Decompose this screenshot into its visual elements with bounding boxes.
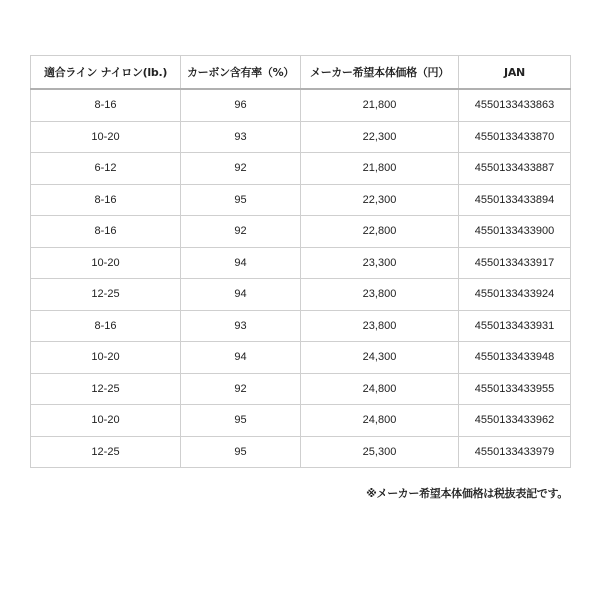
cell-carbon-content: 92 (181, 373, 301, 405)
table-row (31, 373, 571, 405)
cell-carbon-content: 95 (181, 184, 301, 216)
cell-carbon-content: 93 (181, 310, 301, 342)
cell-carbon-content: 95 (181, 405, 301, 437)
cell-jan: 4550133433917 (459, 247, 571, 279)
cell-retail-price: 22,300 (301, 184, 459, 216)
cell-jan: 4550133433894 (459, 184, 571, 216)
table-body (31, 89, 571, 468)
cell-carbon-content: 95 (181, 436, 301, 468)
header-retail-price: メーカー希望本体価格（円） (301, 56, 459, 90)
header-line-nylon: 適合ライン ナイロン(lb.) (31, 56, 181, 90)
cell-retail-price: 21,800 (301, 153, 459, 185)
table-row (31, 247, 571, 279)
cell-carbon-content: 92 (181, 153, 301, 185)
cell-line-nylon: 10-20 (31, 342, 181, 374)
header-carbon-content: カーボン含有率（%） (181, 56, 301, 90)
cell-retail-price: 24,800 (301, 373, 459, 405)
cell-retail-price: 23,800 (301, 279, 459, 311)
header-jan: JAN (459, 56, 571, 90)
table-row (31, 121, 571, 153)
cell-line-nylon: 10-20 (31, 247, 181, 279)
table-header-row (31, 56, 571, 90)
cell-line-nylon: 8-16 (31, 216, 181, 248)
spec-table (30, 55, 571, 468)
cell-line-nylon: 12-25 (31, 279, 181, 311)
cell-retail-price: 22,800 (301, 216, 459, 248)
table-row (31, 184, 571, 216)
price-footnote: ※メーカー希望本体価格は税抜表記です。 (366, 487, 568, 500)
cell-jan: 4550133433870 (459, 121, 571, 153)
cell-jan: 4550133433863 (459, 89, 571, 121)
cell-retail-price: 22,300 (301, 121, 459, 153)
cell-line-nylon: 10-20 (31, 121, 181, 153)
table-row (31, 216, 571, 248)
cell-line-nylon: 8-16 (31, 89, 181, 121)
cell-line-nylon: 8-16 (31, 184, 181, 216)
cell-line-nylon: 12-25 (31, 436, 181, 468)
cell-retail-price: 23,300 (301, 247, 459, 279)
table-row (31, 310, 571, 342)
cell-jan: 4550133433887 (459, 153, 571, 185)
table-row (31, 89, 571, 121)
cell-jan: 4550133433924 (459, 279, 571, 311)
cell-line-nylon: 10-20 (31, 405, 181, 437)
cell-jan: 4550133433931 (459, 310, 571, 342)
cell-jan: 4550133433948 (459, 342, 571, 374)
cell-jan: 4550133433962 (459, 405, 571, 437)
cell-retail-price: 24,800 (301, 405, 459, 437)
table-row (31, 279, 571, 311)
cell-retail-price: 21,800 (301, 89, 459, 121)
table-row (31, 405, 571, 437)
cell-carbon-content: 94 (181, 279, 301, 311)
cell-retail-price: 24,300 (301, 342, 459, 374)
cell-carbon-content: 92 (181, 216, 301, 248)
cell-carbon-content: 94 (181, 342, 301, 374)
cell-carbon-content: 93 (181, 121, 301, 153)
cell-line-nylon: 12-25 (31, 373, 181, 405)
cell-jan: 4550133433900 (459, 216, 571, 248)
cell-carbon-content: 94 (181, 247, 301, 279)
table-row (31, 342, 571, 374)
cell-line-nylon: 6-12 (31, 153, 181, 185)
table-row (31, 153, 571, 185)
cell-jan: 4550133433955 (459, 373, 571, 405)
cell-line-nylon: 8-16 (31, 310, 181, 342)
table-row (31, 436, 571, 468)
cell-carbon-content: 96 (181, 89, 301, 121)
cell-jan: 4550133433979 (459, 436, 571, 468)
cell-retail-price: 25,300 (301, 436, 459, 468)
cell-retail-price: 23,800 (301, 310, 459, 342)
